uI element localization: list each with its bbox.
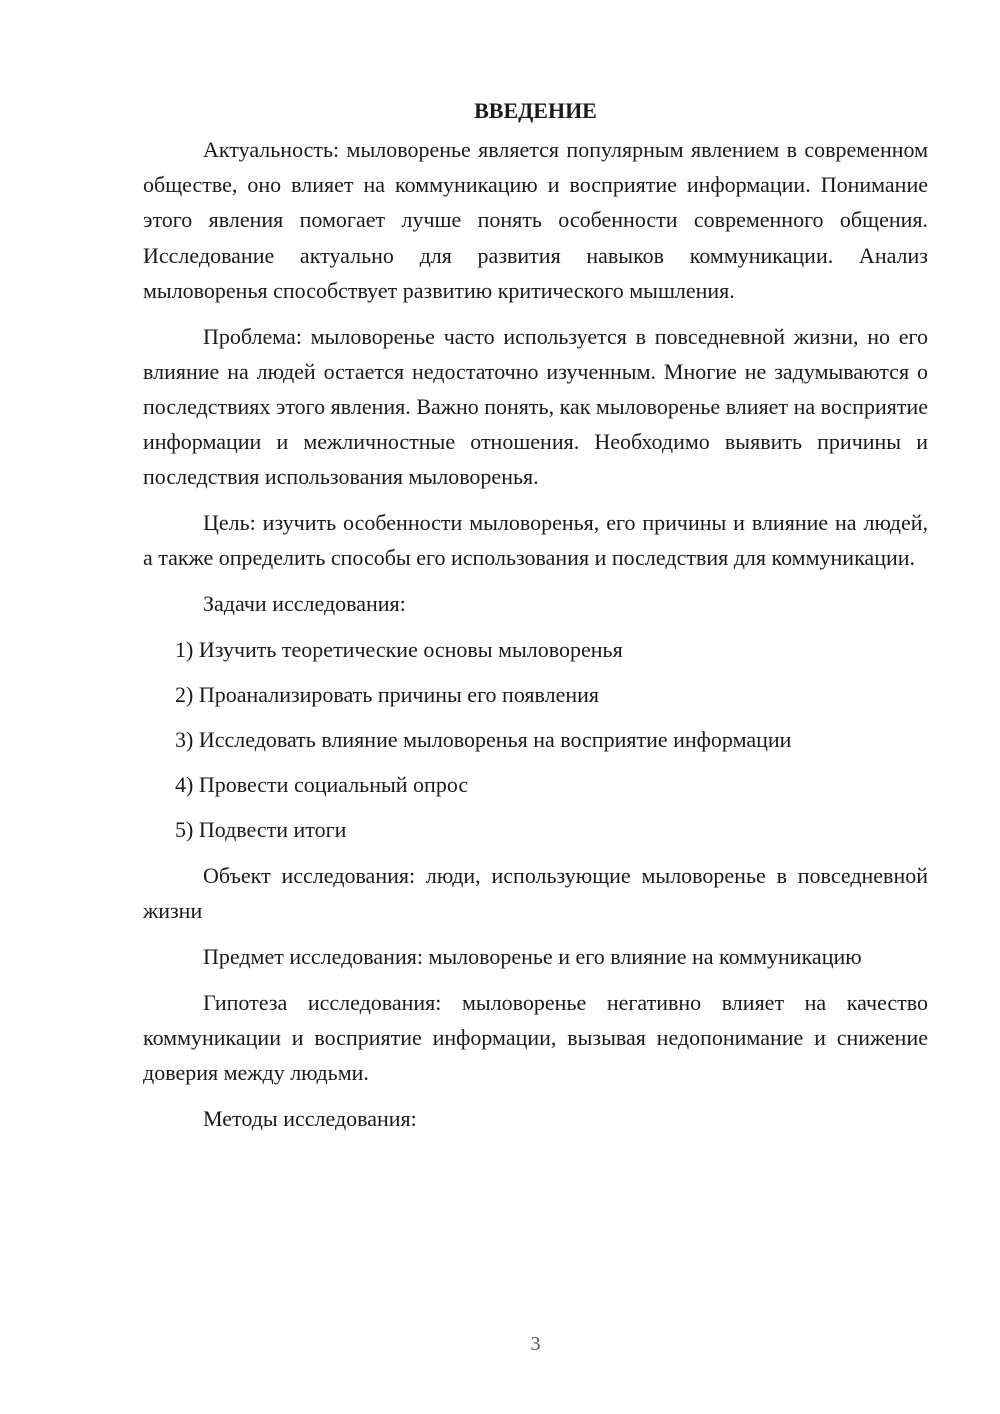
list-item: 3) Исследовать влияние мыловоренья на восприятие информации <box>175 727 792 753</box>
document-page <box>143 93 928 1146</box>
page-number: 3 <box>530 1333 541 1355</box>
paragraph-tasks-heading: Задачи исследования: <box>203 590 406 616</box>
paragraph-goal: Цель: изучить особенности мыловоренья, его причины и влияние на людей, а также определить способы его использования и последствия для коммуникации. <box>143 510 928 571</box>
list-item: 2) Проанализировать причины его появления <box>175 681 600 707</box>
paragraph-hypothesis: Гипотеза исследования: мыловоренье негативно влияет на качество коммуникации и восприятие информации, вызывая недопонимание и снижение доверия между людьми. <box>143 989 928 1085</box>
list-item: 1) Изучить теоретические основы мыловоренья <box>175 636 623 662</box>
paragraph-methods: Методы исследования: <box>203 1105 417 1131</box>
paragraph-relevance: Актуальность: мыловоренье является популярным явлением в современном обществе, оно влияет на коммуникацию и восприятие информации. Понимание этого явления помогает лучше понять особенности современного общения. Исследование актуально для развития навыков коммуникации. Анализ мыловоренья способствует развитию критического мышления. <box>143 137 928 303</box>
paragraph-object: Объект исследования: люди, использующие мыловоренье в повседневной жизни <box>143 862 928 924</box>
paragraph-problem: Проблема: мыловоренье часто используется в повседневной жизни, но его влияние на людей остается недостаточно изученным. Многие не задумываются о последствиях этого явления. Важно понять, как мыловоренье влияет на восприятие информации и межличностные отношения. Необходимо выявить причины и последствия использования мыловоренья. <box>143 323 928 490</box>
list-item: 5) Подвести итоги <box>175 817 347 843</box>
paragraph-subject: Предмет исследования: мыловоренье и его влияние на коммуникацию <box>203 943 862 969</box>
list-item: 4) Провести социальный опрос <box>175 772 469 798</box>
tasks-list <box>143 632 928 848</box>
section-title: ВВЕДЕНИЕ <box>474 98 597 123</box>
